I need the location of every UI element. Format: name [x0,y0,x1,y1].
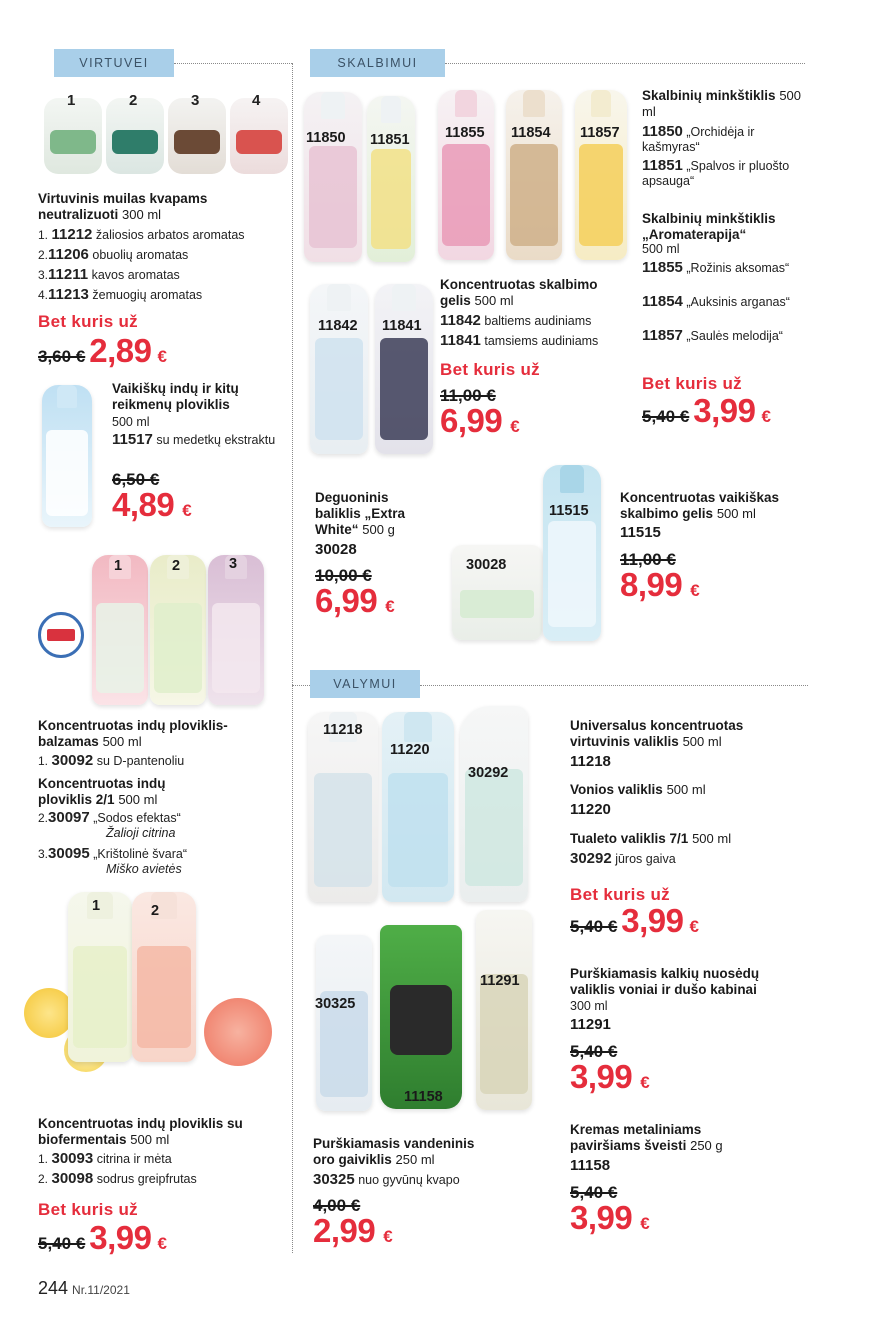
product-title: Koncentruotas indų ploviklis su biofermentais 500 ml [38,1116,243,1147]
variant-list [38,226,288,304]
price-block [313,1212,393,1250]
kids-gel-bottle-image [543,465,601,641]
list-item: 2. 30098 sodrus greipfrutas [38,1170,197,1187]
list-item: 3.30095 „Krištolinė švara“ [38,845,187,862]
product-title: Koncentruotas indų ploviklis 2/1 500 ml [38,776,166,807]
old-price: 5,40 € [38,1234,86,1253]
soap-label [236,130,282,154]
divider [174,63,292,64]
product-title: Koncentruotas indų ploviklis-balzamas 500 ml [38,718,228,749]
product-title: Koncentruotas vaikiškas skalbimo gelis 500 ml [620,490,780,521]
currency: € [640,1214,650,1233]
new-price: 3,99 [621,902,684,939]
variant-line: 11855 „Rožinis aksomas“ [642,259,790,276]
product-code: 11515 [620,524,661,541]
soap-bottle [168,98,226,174]
cleaner-bottle-30292 [460,706,528,902]
product-code-label: 11851 [370,132,410,148]
currency: € [157,1234,167,1253]
variant-line: 30292 jūros gaiva [570,850,676,867]
currency: € [690,581,700,600]
old-price: 5,40 € [570,1183,618,1202]
soap-label [50,130,96,154]
list-item: 1. 11212 žaliosios arbatos aromatas [38,226,245,243]
promo-label: Bet kuris už [642,374,742,393]
lemon-image [24,988,74,1038]
promo-label: Bet kuris už [440,360,540,379]
softener-bottle-11857 [575,90,627,260]
variant-list [440,312,640,350]
product-code-label: 30325 [315,996,356,1012]
product-code: 11218 [570,753,611,770]
variant-number: 3 [191,92,200,109]
product-title: Purškiamasis vandeninis oro gaiviklis 250 ml [313,1136,475,1167]
divider [445,63,805,64]
product-code-label: 11291 [480,973,520,989]
new-price: 2,89 [89,332,152,369]
variant-number: 3 [229,556,238,572]
column-divider [292,63,293,1253]
kids-dish-bottle-image [42,385,92,527]
product-code: 11291 [570,1016,611,1033]
list-item: 2.30097 „Sodos efektas“ [38,809,181,826]
product-code-label: 11218 [323,722,363,738]
new-price: 3,99 [89,1219,152,1256]
page-footer [38,1278,130,1299]
product-title: Vaikiškų indų ir kitų reikmenų ploviklis [112,381,239,412]
price-block [112,486,192,524]
quality-seal-icon [38,612,84,658]
product-code-label: 11842 [318,318,358,334]
product-title: Skalbinių minkštiklis „Aromaterapija“ [642,211,776,242]
softener-bottle-11855 [438,90,494,260]
section-tab-label: VALYMUI [333,677,397,691]
variant-subtitle: Miško avietės [106,862,182,876]
currency: € [157,347,167,366]
list-item: 3.11211 kavos aromatas [38,266,180,283]
product-title: Vonios valiklis 500 ml [570,782,706,797]
product-volume: 500 ml [112,415,150,429]
product-code: 11220 [570,801,611,818]
variant-line: 30325 nuo gyvūnų kvapo [313,1171,460,1188]
product-code: 11158 [570,1157,611,1174]
variant-number: 2 [172,558,181,574]
old-price: 11,00 € [620,550,676,569]
price-block [570,902,699,940]
dish-balm-bottle-2 [150,555,206,705]
variant-number: 1 [92,898,101,914]
list-item: 4.11213 žemuogių aromatas [38,286,203,303]
product-title: Kremas metaliniams paviršiams šveisti 250 g [570,1122,723,1153]
price-block [440,402,520,440]
soap-label [112,130,158,154]
gel-bottle-11842 [310,284,368,454]
promo-label: Bet kuris už [38,1200,138,1219]
variant-number: 1 [114,558,123,574]
product-title: Purškiamasis kalkių nuosėdų valiklis voniai ir dušo kabinai [570,966,760,997]
price-block [315,582,395,620]
old-price: 5,40 € [570,1042,618,1061]
product-code-label: 30028 [466,557,507,573]
list-item: 11842 baltiems audiniams [440,312,592,329]
new-price: 3,99 [693,392,756,429]
currency: € [640,1073,650,1092]
old-price: 6,50 € [112,470,160,489]
variant-number: 1 [67,92,76,109]
old-price: 5,40 € [570,917,618,936]
product-code-label: 30292 [468,765,509,781]
product-code-label: 11850 [306,130,346,146]
new-price: 3,99 [570,1058,633,1095]
product-title: Universalus koncentruotas virtuvinis valiklis 500 ml [570,718,744,749]
product-title [38,191,278,223]
variant-list [38,1150,278,1188]
variant-line: 11517 su medetkų ekstraktu [112,431,276,448]
bio-bottle-1 [68,892,132,1062]
old-price: 4,00 € [313,1196,361,1215]
price-block [570,1199,650,1237]
new-price: 6,99 [315,582,378,619]
variant-number: 4 [252,92,261,109]
old-price: 10,00 € [315,566,372,585]
dish-balm-bottle-1 [92,555,148,705]
old-price: 5,40 € [642,407,690,426]
price-block [642,392,771,430]
issue-number: Nr.11/2021 [72,1283,130,1297]
metal-cream-tube-image [380,925,462,1109]
product-code-label: 11515 [549,503,589,519]
currency: € [383,1227,393,1246]
product-title: Koncentruotas skalbimo gelis 500 ml [440,277,598,308]
price-block [38,332,167,370]
product-volume: 300 ml [122,207,162,222]
dish-balm-bottle-3 [208,555,264,705]
new-price: 2,99 [313,1212,376,1249]
section-tab-skalbimui [310,49,445,77]
page-number: 244 [38,1278,69,1298]
new-price: 4,89 [112,486,175,523]
variant-list [38,810,278,877]
product-title: Deguoninis baliklis „Extra White“ 500 g [315,490,406,537]
promo-label: Bet kuris už [570,885,670,904]
price-block [570,1058,650,1096]
variant-line: 11854 „Auksinis arganas“ [642,293,790,310]
limescale-spray-image [476,910,532,1110]
product-code-label: 11841 [382,318,422,334]
variant-number: 2 [129,92,138,109]
divider [420,685,808,686]
product-code: 30028 [315,541,357,558]
variant-line: 11850 „Orchidėja ir kašmyras“ [642,123,755,154]
gel-bottle-11841 [375,284,433,454]
variant-line: 11851 „Spalvos ir pluošto apsauga“ [642,157,790,188]
softener-bottle-11851 [367,96,415,262]
product-title: Tualeto valiklis 7/1 500 ml [570,831,732,846]
price-block [38,1219,167,1257]
section-tab-label: SKALBIMUI [337,56,418,70]
soap-bottle [44,98,102,174]
section-tab-virtuvei [54,49,174,77]
cleaner-bottle-11220 [382,712,454,902]
currency: € [689,917,699,936]
variant-number: 2 [151,903,160,919]
soap-label [174,130,220,154]
product-title: Skalbinių minkštiklis 500 ml [642,88,802,119]
cleaner-bottle-11218 [308,712,378,902]
soap-bottle [230,98,288,174]
bio-bottle-2 [132,892,196,1062]
variant-line: 11857 „Saulės melodija“ [642,327,783,344]
new-price: 6,99 [440,402,503,439]
currency: € [182,501,192,520]
currency: € [761,407,771,426]
product-code-label: 11220 [390,742,430,758]
new-price: 3,99 [570,1199,633,1236]
soap-product-image [40,78,285,178]
currency: € [510,417,520,436]
section-tab-label: VIRTUVEI [79,56,149,70]
variant-subtitle: Žalioji citrina [106,826,176,840]
air-freshener-spray-image [316,935,372,1111]
product-code-label: 11854 [511,125,551,141]
divider [292,685,310,686]
product-volume: 500 ml [642,242,680,256]
softener-bottle-11854 [506,90,562,260]
product-code-label: 11857 [580,125,620,141]
section-tab-valymui [310,670,420,698]
list-item: 1. 30092 su D-pantenoliu [38,752,185,769]
list-item: 1. 30093 citrina ir mėta [38,1150,172,1167]
promo-label: Bet kuris už [38,312,138,331]
title-text: Virtuvinis muilas kvapams neutralizuoti [38,191,208,222]
list-item: 11841 tamsiems audiniams [440,332,599,349]
bio-dish-product-image [24,888,272,1103]
new-price: 8,99 [620,566,683,603]
product-code-label: 11158 [404,1089,443,1105]
soap-bottle [106,98,164,174]
product-code-label: 11855 [445,125,485,141]
list-item: 2.11206 obuolių aromatas [38,246,189,263]
grapefruit-image [204,998,272,1066]
price-block [620,566,700,604]
old-price: 3,60 € [38,347,86,366]
currency: € [385,597,395,616]
product-volume: 300 ml [570,999,608,1013]
softener-bottle-11850 [304,92,362,262]
old-price: 11,00 € [440,386,496,405]
